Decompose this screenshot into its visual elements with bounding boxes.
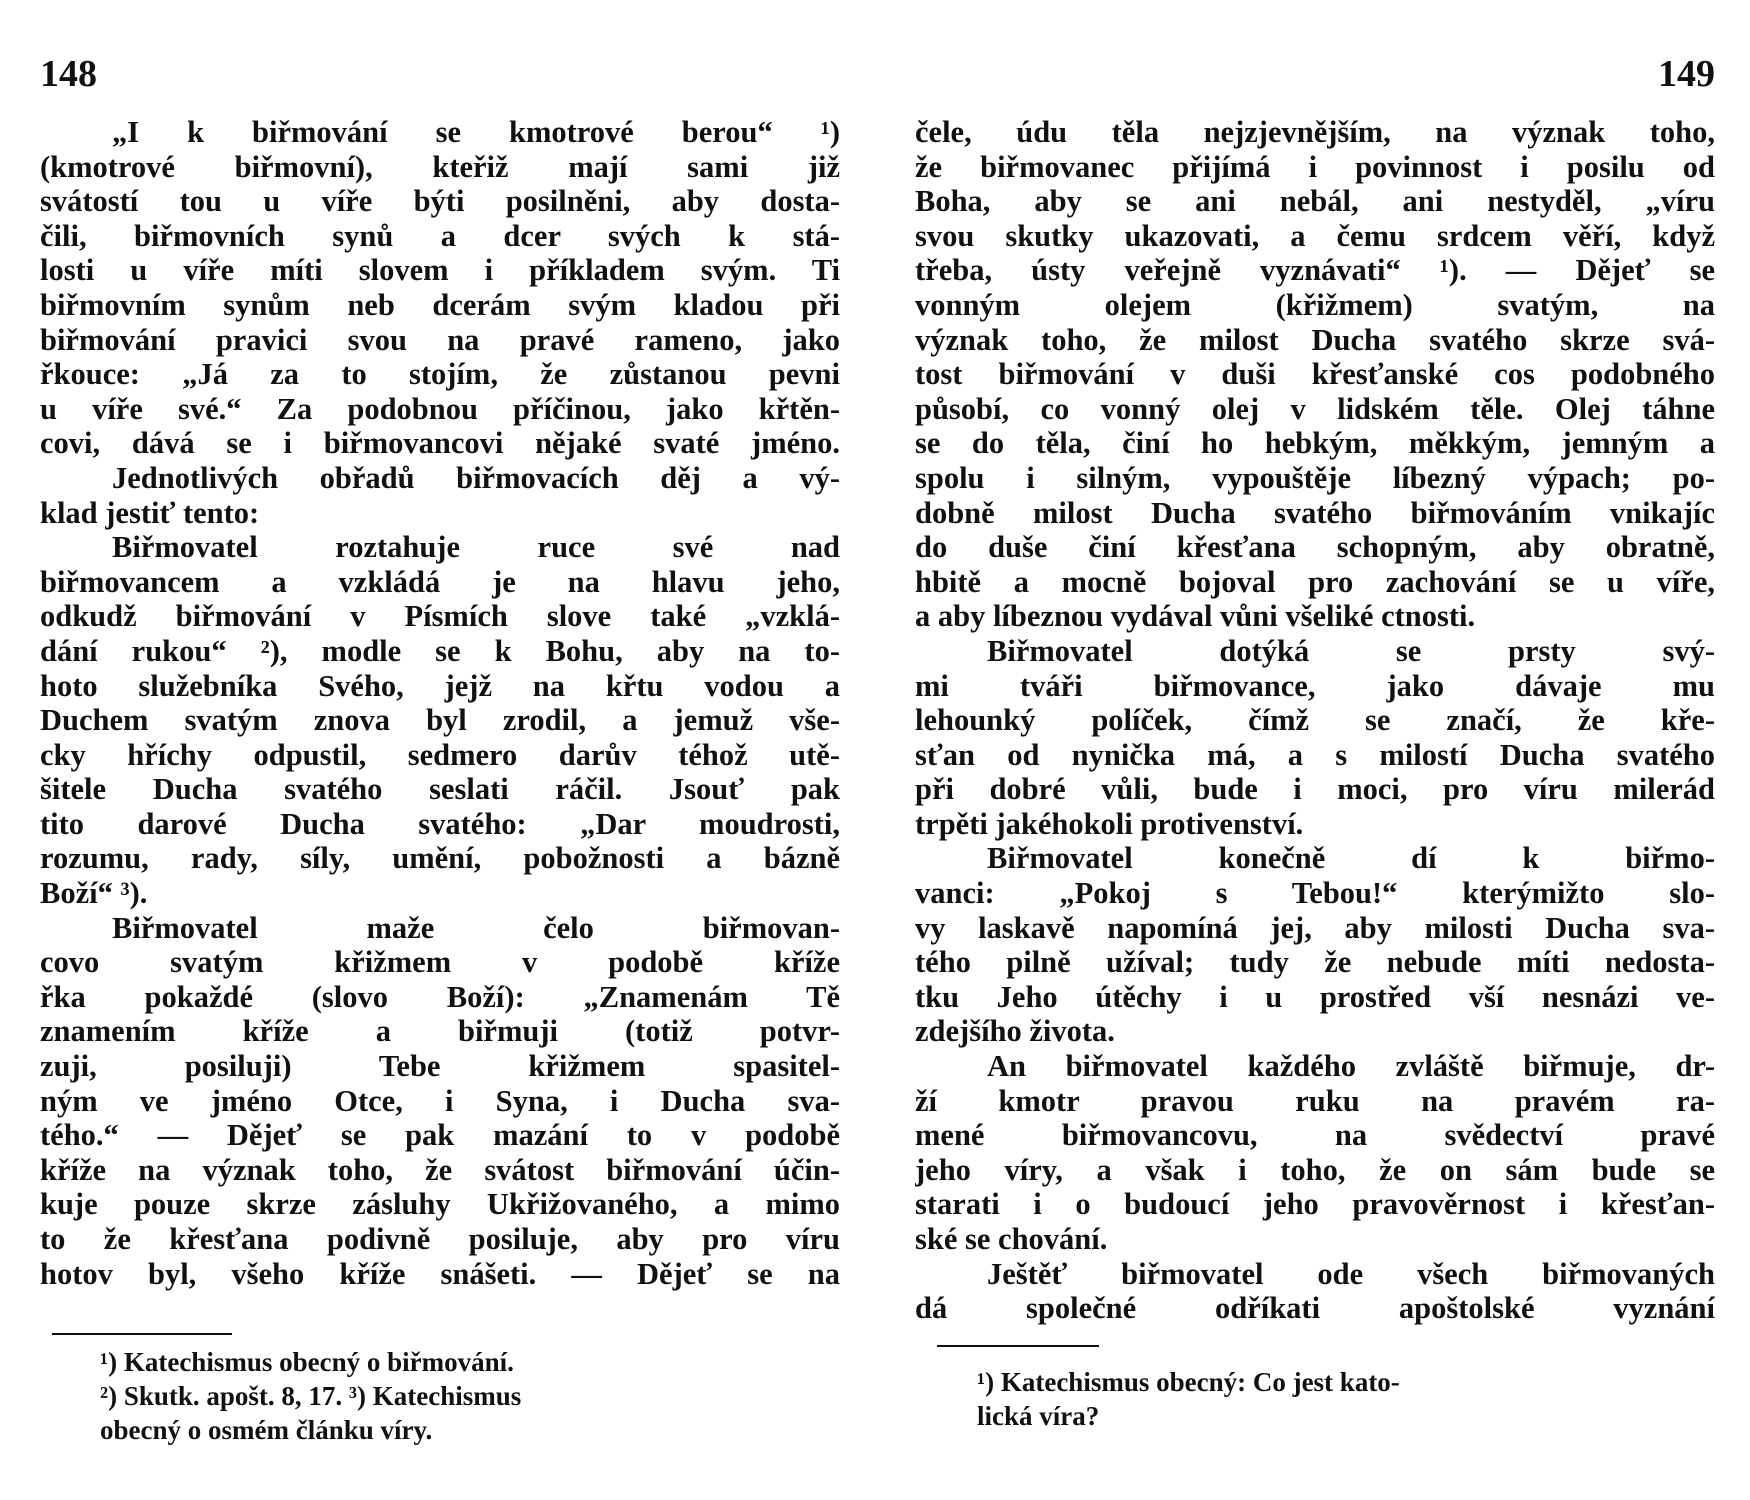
text-line: hbitě a mocně bojoval pro zachování se u víře, bbox=[915, 564, 1715, 599]
text-line: Biřmovatel roztahuje ruce své nad bbox=[112, 530, 840, 565]
left-page bbox=[40, 0, 840, 1500]
text-line: že biřmovanec přijímá i povinnost i posilu od bbox=[915, 149, 1715, 184]
footnote-rule bbox=[937, 1345, 1099, 1347]
text-line: Duchem svatým znova byl zrodil, a jemuž vše- bbox=[40, 703, 840, 738]
text-line: dá společné odříkati apoštolské vyznání bbox=[915, 1291, 1715, 1326]
text-line: losti u víře míti slovem i příkladem svým. Ti bbox=[40, 253, 840, 288]
footnotes bbox=[977, 1365, 1677, 1433]
text-line: „I k biřmování se kmotrové berou“ ¹) bbox=[112, 115, 840, 149]
text-line: Boha, aby se ani nebál, ani nestyděl, „víru bbox=[915, 184, 1715, 219]
text-line: Boží“ ³). bbox=[40, 876, 148, 911]
text-line: sťan od nynička má, a s milostí Ducha svatého bbox=[915, 737, 1715, 772]
text-line: řkouce: „Já za to stojím, že zůstanou pevni bbox=[40, 357, 840, 392]
text-line: to že křesťana podivně posiluje, aby pro víru bbox=[40, 1222, 840, 1256]
text-line: biřmovním synům neb dcerám svým kladou při bbox=[40, 287, 840, 322]
text-line: zdejšího života. bbox=[915, 1014, 1115, 1049]
text-line: mené biřmovancovu, na svědectví pravé bbox=[915, 1118, 1715, 1153]
text-line: An biřmovatel každého zvláště biřmuje, dr- bbox=[987, 1049, 1715, 1084]
text-line: biřmovancem a vzkládá je na hlavu jeho, bbox=[40, 564, 840, 599]
text-line: se do těla, činí ho hebkým, měkkým, jemným a bbox=[915, 426, 1715, 461]
text-line: dobně milost Ducha svatého biřmováním vnikajíc bbox=[915, 495, 1715, 530]
text-line: jeho víry, a však i toho, že on sám bude se bbox=[915, 1152, 1715, 1187]
text-line: u víře své.“ Za podobnou příčinou, jako křtěn- bbox=[40, 391, 840, 426]
text-line: kříže na význak toho, že svátost biřmování účin- bbox=[40, 1152, 840, 1187]
text-line: šitele Ducha svatého seslati ráčil. Jsouť pak bbox=[40, 772, 840, 807]
text-line: biřmování pravici svou na pravé rameno, jako bbox=[40, 322, 840, 357]
text-line: (kmotrové biřmovní), kteřiž mají sami již bbox=[40, 149, 840, 184]
text-line: čele, údu těla nejzjevnějším, na význak toho, bbox=[915, 115, 1715, 149]
body-text bbox=[40, 115, 840, 1291]
footnotes bbox=[100, 1345, 800, 1447]
text-line: dání rukou“ ²), modle se k Bohu, aby na to- bbox=[40, 633, 840, 668]
text-line: Biřmovatel konečně dí k biřmo- bbox=[987, 841, 1715, 876]
text-line: řka pokaždé (slovo Boží): „Znamenám Tě bbox=[40, 979, 840, 1014]
text-line: čili, biřmovních synů a dcer svých k stá- bbox=[40, 218, 840, 253]
text-line: Biřmovatel dotýká se prsty svý- bbox=[987, 633, 1715, 668]
footnote-rule bbox=[52, 1333, 232, 1335]
text-line: starati i o budoucí jeho pravověrnost i křesťan- bbox=[915, 1187, 1715, 1222]
text-line: hotov byl, všeho kříže snášeti. — Dějeť se na bbox=[40, 1256, 840, 1291]
text-line: lehounký políček, čímž se značí, že kře- bbox=[915, 703, 1715, 738]
text-line: vonným olejem (křižmem) svatým, na bbox=[915, 287, 1715, 322]
body-text bbox=[915, 115, 1715, 1326]
text-line: ské se chování. bbox=[915, 1222, 1108, 1256]
text-line: cky hříchy odpustil, sedmero darův téhož utě- bbox=[40, 737, 840, 772]
text-line: znamením kříže a biřmuji (totiž potvr- bbox=[40, 1014, 840, 1049]
text-line: při dobré vůli, bude i moci, pro víru milerád bbox=[915, 772, 1715, 807]
text-line: covo svatým křižmem v podobě kříže bbox=[40, 945, 840, 980]
text-line: mi tváři biřmovance, jako dávaje mu bbox=[915, 668, 1715, 703]
text-line: ným ve jméno Otce, i Syna, i Ducha sva- bbox=[40, 1083, 840, 1118]
text-line: svátostí tou u víře býti posilněni, aby dosta- bbox=[40, 184, 840, 219]
text-line: tku Jeho útěchy i u prostřed vší nesnázi ve- bbox=[915, 979, 1715, 1014]
text-line: hoto služebníka Svého, jejž na křtu vodou a bbox=[40, 668, 840, 703]
text-line: spolu i silným, vypouštěje líbezný výpach; po- bbox=[915, 460, 1715, 495]
text-line: trpěti jakéhokoli protivenství. bbox=[915, 806, 1304, 841]
text-line: význak toho, že milost Ducha svatého skrze svá- bbox=[915, 322, 1715, 357]
text-line: působí, co vonný olej v lidském těle. Olej táhne bbox=[915, 391, 1715, 426]
page-number: 148 bbox=[40, 53, 97, 95]
text-line: Jednotlivých obřadů biřmovacích děj a vý- bbox=[112, 460, 840, 495]
text-line: tost biřmování v duši křesťanské cos podobného bbox=[915, 357, 1715, 392]
text-line: vy laskavě napomíná jej, aby milosti Ducha sva- bbox=[915, 910, 1715, 945]
text-line: rozumu, rady, síly, umění, pobožnosti a bázně bbox=[40, 841, 840, 876]
text-line: Ještěť biřmovatel ode všech biřmovaných bbox=[987, 1256, 1715, 1291]
text-line: covi, dává se i biřmovancovi nějaké svaté jméno. bbox=[40, 426, 840, 461]
text-line: třeba, ústy veřejně vyznávati“ ¹). — Dějeť se bbox=[915, 253, 1715, 288]
footnote: lická víra? bbox=[977, 1401, 1100, 1431]
text-line: tého pilně užíval; tudy že nebude míti nedosta- bbox=[915, 945, 1715, 980]
text-line: klad jestiť tento: bbox=[40, 495, 260, 530]
text-line: a aby líbeznou vydával vůni všeliké ctnosti. bbox=[915, 599, 1476, 634]
text-line: do duše činí křesťana schopným, aby obratně, bbox=[915, 530, 1715, 565]
text-line: ží kmotr pravou ruku na pravém ra- bbox=[915, 1083, 1715, 1118]
text-line: svou skutky ukazovati, a čemu srdcem věří, když bbox=[915, 218, 1715, 253]
text-line: kuje pouze skrze zásluhy Ukřižovaného, a mimo bbox=[40, 1187, 840, 1222]
footnote: obecný o osmém článku víry. bbox=[100, 1415, 433, 1445]
text-line: odkudž biřmování v Písmích slove také „vzklá- bbox=[40, 599, 840, 634]
page-number: 149 bbox=[1658, 53, 1715, 95]
footnote: ¹) Katechismus obecný: Co jest kato- bbox=[977, 1367, 1400, 1397]
text-line: tito darové Ducha svatého: „Dar moudrosti, bbox=[40, 806, 840, 841]
text-line: tého.“ — Dějeť se pak mazání to v podobě bbox=[40, 1118, 840, 1153]
footnote: ²) Skutk. apošt. 8, 17. ³) Katechismus bbox=[100, 1381, 522, 1411]
text-line: zuji, posiluji) Tebe křižmem spasitel- bbox=[40, 1049, 840, 1084]
footnote: ¹) Katechismus obecný o biřmování. bbox=[100, 1347, 514, 1377]
text-line: Biřmovatel maže čelo biřmovan- bbox=[112, 910, 840, 945]
text-line: vanci: „Pokoj s Tebou!“ kterýmižto slo- bbox=[915, 876, 1715, 911]
right-page bbox=[915, 0, 1715, 1500]
